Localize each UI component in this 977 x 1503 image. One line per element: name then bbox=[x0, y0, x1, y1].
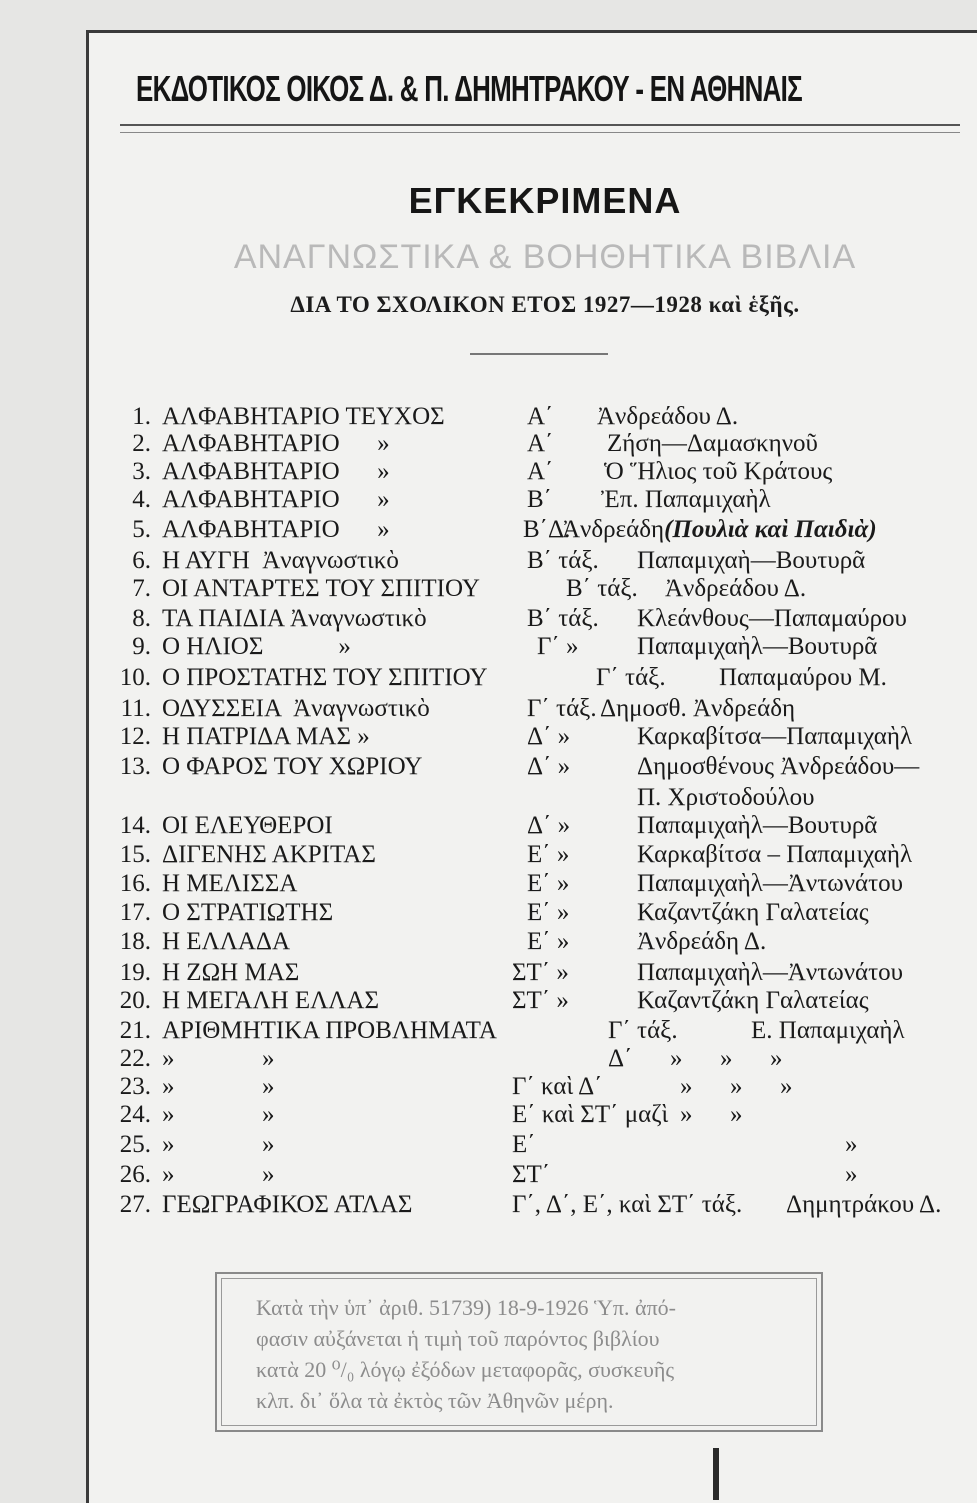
book-author bbox=[637, 840, 912, 870]
book-author-name: » » bbox=[680, 1101, 743, 1128]
book-class: Ε΄ » bbox=[527, 928, 570, 955]
book-row bbox=[0, 429, 977, 459]
book-author bbox=[600, 694, 795, 724]
book-author-name: » » » bbox=[680, 1073, 793, 1100]
book-number: 15. bbox=[119, 841, 151, 868]
book-author-name: Δημοσθένους Ἀνδρεάδου— bbox=[637, 753, 920, 780]
catalog-subtitle: ΑΝΑΓΝΩΣΤΙΚΑ & ΒΟΗΘΗΤΙΚΑ ΒΙΒΛΙΑ bbox=[233, 238, 857, 276]
book-number: 25. bbox=[119, 1131, 151, 1158]
book-author-name: Καζαντζάκη Γαλατείας bbox=[637, 899, 869, 926]
book-author-name: Παπαμιχαὴλ—Βουτυρᾶ bbox=[637, 633, 878, 660]
book-title: Η ΜΕΛΙΣΣΑ bbox=[162, 870, 298, 897]
publisher-line: ΕΚΔΟΤΙΚΟΣ ΟΙΚΟΣ Δ. & Π. ΔΗΜΗΤΡΑΚΟΥ - ΕΝ ΑΘΗΝΑΙΣ bbox=[136, 68, 802, 109]
book-author-name: Ἀνδρεάδου Δ. bbox=[665, 575, 807, 602]
book-title: Ο ΠΡΟΣΤΑΤΗΣ ΤΟΥ ΣΠΙΤΙΟΥ bbox=[162, 664, 488, 691]
notice-line: φασιν αὐξάνεται ἡ τιμὴ τοῦ παρόντος βιβλίου bbox=[256, 1326, 660, 1351]
book-class: Γ΄ τάξ. bbox=[596, 664, 666, 691]
book-row bbox=[0, 840, 977, 870]
book-row bbox=[0, 1016, 977, 1046]
book-author bbox=[597, 402, 738, 432]
book-author-name: Κλεάνθους—Παπαμαύρου bbox=[637, 605, 907, 632]
book-title: Η ΖΩΗ ΜΑΣ bbox=[162, 959, 300, 986]
book-title: ΓΕΩΓΡΑΦΙΚΟΣ ΑΤΛΑΣ bbox=[162, 1191, 413, 1218]
book-author bbox=[845, 1160, 858, 1190]
book-author bbox=[637, 898, 869, 928]
book-class: Ε΄ » bbox=[527, 870, 570, 897]
book-author bbox=[680, 1100, 743, 1130]
book-author-name: Δημητράκου Δ. bbox=[786, 1191, 942, 1218]
book-number: 7. bbox=[132, 575, 151, 602]
book-author bbox=[670, 1044, 783, 1074]
book-author bbox=[637, 752, 919, 782]
book-row bbox=[0, 694, 977, 724]
book-author-name: Καρκαβίτσα—Παπαμιχαὴλ bbox=[637, 723, 913, 750]
book-author-name: Παπαμιχαὴ—Βουτυρᾶ bbox=[637, 547, 866, 574]
book-title: Η ΕΛΛΑΔΑ bbox=[162, 928, 291, 955]
book-row bbox=[0, 457, 977, 487]
book-row bbox=[0, 485, 977, 515]
book-row bbox=[0, 1160, 977, 1190]
book-class: Ε΄ bbox=[512, 1131, 536, 1158]
book-author bbox=[637, 783, 815, 813]
book-class: Δ΄ » bbox=[527, 753, 571, 780]
book-author-name: Ε. Παπαμιχαὴλ bbox=[751, 1017, 905, 1044]
book-number: 26. bbox=[119, 1161, 151, 1188]
book-author bbox=[637, 604, 907, 634]
book-author-name: Ζήση—Δαμασκηνοῦ bbox=[607, 430, 818, 457]
book-author-name: Παπαμαύρου Μ. bbox=[719, 664, 887, 691]
book-title: ΑΛΦΑΒΗΤΑΡΙΟ » bbox=[162, 430, 390, 457]
book-author-name: Παπαμιχαὴλ—Ἀντωνάτου bbox=[637, 870, 904, 897]
book-author bbox=[637, 958, 903, 988]
book-number: 11. bbox=[120, 695, 151, 722]
book-number: 5. bbox=[132, 516, 151, 543]
book-title: Η ΑΥΓΗ Ἀναγνωστικὸ bbox=[162, 547, 399, 574]
book-title: Ο ΦΑΡΟΣ ΤΟΥ ΧΩΡΙΟΥ bbox=[162, 753, 423, 780]
book-author bbox=[665, 574, 806, 604]
book-title: Η ΜΕΓΑΛΗ ΕΛΛΑΣ bbox=[162, 987, 380, 1014]
book-author-name: Ἀνδρεάδη bbox=[562, 516, 665, 543]
book-author bbox=[719, 663, 887, 693]
book-class: Ε΄ καὶ ΣΤ΄ μαζὶ bbox=[512, 1101, 669, 1128]
book-number: 13. bbox=[119, 753, 151, 780]
book-author-name: » bbox=[845, 1161, 858, 1188]
book-author bbox=[845, 1130, 858, 1160]
book-number: 2. bbox=[132, 430, 151, 457]
book-row bbox=[0, 869, 977, 899]
book-class: Ε΄ » bbox=[527, 899, 570, 926]
book-row bbox=[0, 1190, 977, 1220]
notice-line: κατὰ 20 ⁰/₀ λόγῳ ἐξόδων μεταφορᾶς, συσκευῆς bbox=[256, 1357, 675, 1382]
catalog-title: ΕΓΚΕΚΡΙΜΕΝΑ bbox=[408, 180, 682, 221]
book-title: ΤΑ ΠΑΙΔΙΑ Ἀναγνωστικὸ bbox=[162, 605, 427, 632]
book-number: 22. bbox=[119, 1045, 151, 1072]
book-title: ΑΛΦΑΒΗΤΑΡΙΟ » bbox=[162, 486, 390, 513]
book-author bbox=[604, 457, 832, 487]
book-class: Α΄ bbox=[527, 430, 554, 457]
book-class: Β΄ τάξ. bbox=[527, 605, 599, 632]
book-author bbox=[637, 986, 869, 1016]
book-number: 12. bbox=[119, 723, 151, 750]
book-class: Α΄ bbox=[527, 403, 554, 430]
book-class: ΣΤ΄ » bbox=[512, 959, 569, 986]
book-number: 23. bbox=[119, 1073, 151, 1100]
book-title: Η ΠΑΤΡΙΔΑ ΜΑΣ » bbox=[162, 723, 370, 750]
book-title: ΑΛΦΑΒΗΤΑΡΙΟ » bbox=[162, 458, 390, 485]
book-author-name: Π. Χριστοδούλου bbox=[637, 784, 815, 811]
book-class: Β΄ bbox=[527, 486, 552, 513]
book-author-name: » bbox=[845, 1131, 858, 1158]
book-class: Δ΄ » bbox=[527, 812, 571, 839]
book-author bbox=[601, 485, 771, 515]
book-title: » » bbox=[162, 1073, 275, 1100]
book-class: ΣΤ΄ bbox=[512, 1161, 551, 1188]
book-title: ΟΙ ΕΛΕΥΘΕΡΟΙ bbox=[162, 812, 333, 839]
book-author-name: Παπαμιχαὴλ—Ἀντωνάτου bbox=[637, 959, 904, 986]
book-author bbox=[637, 811, 877, 841]
book-author-name: Ὁ Ἥλιος τοῦ Κράτους bbox=[604, 458, 833, 485]
book-title: » » bbox=[162, 1131, 275, 1158]
book-class: Α΄ bbox=[527, 458, 554, 485]
book-author bbox=[751, 1016, 905, 1046]
book-row bbox=[0, 515, 977, 545]
book-row bbox=[0, 958, 977, 988]
book-class: Ε΄ » bbox=[527, 841, 570, 868]
book-author-name: Ἀνδρεάδη Δ. bbox=[637, 928, 767, 955]
book-class: ΣΤ΄ » bbox=[512, 987, 569, 1014]
book-number: 8. bbox=[132, 605, 151, 632]
short-divider bbox=[470, 353, 608, 355]
book-number: 4. bbox=[132, 486, 151, 513]
ink-stain bbox=[713, 1448, 719, 1500]
book-number: 10. bbox=[119, 664, 151, 691]
book-number: 14. bbox=[119, 812, 151, 839]
book-class: Δ΄ » bbox=[527, 723, 571, 750]
book-number: 18. bbox=[119, 928, 151, 955]
book-author-name: Ἀνδρεάδου Δ. bbox=[597, 403, 739, 430]
book-class: Γ΄ καὶ Δ΄ bbox=[512, 1073, 603, 1100]
book-row bbox=[0, 604, 977, 634]
book-author bbox=[680, 1072, 793, 1102]
book-author-name: Ἐπ. Παπαμιχαὴλ bbox=[601, 486, 771, 513]
book-row bbox=[0, 986, 977, 1016]
book-row bbox=[0, 752, 977, 782]
school-year-line: ΔΙΑ ΤΟ ΣΧΟΛΙΚΟΝ ΕΤΟΣ 1927—1928 καὶ ἑξῆς. bbox=[290, 292, 800, 317]
book-row bbox=[0, 1044, 977, 1074]
book-number: 27. bbox=[119, 1191, 151, 1218]
book-row bbox=[0, 546, 977, 576]
book-row bbox=[0, 402, 977, 432]
book-title: » » bbox=[162, 1101, 275, 1128]
book-author bbox=[562, 515, 877, 545]
book-class: Γ΄ » bbox=[537, 633, 579, 660]
book-title: ΟΙ ΑΝΤΑΡΤΕΣ ΤΟΥ ΣΠΙΤΙΟΥ bbox=[162, 575, 480, 602]
book-row bbox=[0, 783, 977, 813]
book-row bbox=[0, 811, 977, 841]
book-title: Ο ΗΛΙΟΣ » bbox=[162, 633, 351, 660]
book-author bbox=[637, 869, 903, 899]
book-number: 6. bbox=[132, 547, 151, 574]
book-number: 20. bbox=[119, 987, 151, 1014]
book-class: Δ΄ bbox=[608, 1045, 633, 1072]
book-author-name: Δημοσθ. Ἀνδρεάδη bbox=[600, 695, 796, 722]
book-author-name: Καρκαβίτσα – Παπαμιχαὴλ bbox=[637, 841, 913, 868]
book-class: Β΄ τάξ. bbox=[566, 575, 638, 602]
header-rule bbox=[120, 124, 960, 133]
book-row bbox=[0, 898, 977, 928]
book-number: 1. bbox=[132, 403, 151, 430]
book-number: 17. bbox=[119, 899, 151, 926]
book-title: ΟΔΥΣΣΕΙΑ Ἀναγνωστικὸ bbox=[162, 695, 430, 722]
book-title: ΑΡΙΘΜΗΤΙΚΑ ΠΡΟΒΛΗΜΑΤΑ bbox=[162, 1017, 497, 1044]
price-notice bbox=[256, 1292, 836, 1416]
book-number: 3. bbox=[132, 458, 151, 485]
book-author bbox=[637, 927, 766, 957]
book-author bbox=[637, 632, 877, 662]
book-author bbox=[637, 722, 912, 752]
book-title: ΔΙΓΕΝΗΣ ΑΚΡΙΤΑΣ bbox=[162, 841, 376, 868]
book-number: 19. bbox=[119, 959, 151, 986]
book-class: Γ΄, Δ΄, Ε΄, καὶ ΣΤ΄ τάξ. bbox=[512, 1191, 743, 1218]
book-author bbox=[607, 429, 818, 459]
notice-line: Κατὰ τὴν ὑπ᾽ ἀριθ. 51739) 18-9-1926 Ὑπ. ἀπό- bbox=[256, 1295, 676, 1320]
book-title: ΑΛΦΑΒΗΤΑΡΙΟ » bbox=[162, 516, 390, 543]
book-row bbox=[0, 632, 977, 662]
book-number: 24. bbox=[119, 1101, 151, 1128]
book-author bbox=[637, 546, 865, 576]
book-row bbox=[0, 1100, 977, 1130]
book-row bbox=[0, 927, 977, 957]
book-row bbox=[0, 1130, 977, 1160]
book-title: » » bbox=[162, 1045, 275, 1072]
book-row bbox=[0, 574, 977, 604]
book-title: ΑΛΦΑΒΗΤΑΡΙΟ ΤΕΥΧΟΣ bbox=[162, 403, 445, 430]
notice-line: κλπ. δι᾽ ὅλα τὰ ἐκτὸς τῶν Ἀθηνῶν μέρη. bbox=[256, 1388, 614, 1413]
book-number: 16. bbox=[119, 870, 151, 897]
book-author bbox=[786, 1190, 941, 1220]
book-author-name: » » » bbox=[670, 1045, 783, 1072]
book-class: Β΄Δ. bbox=[523, 516, 571, 543]
book-author-name: Καζαντζάκη Γαλατείας bbox=[637, 987, 869, 1014]
book-author-name: Παπαμιχαὴλ—Βουτυρᾶ bbox=[637, 812, 878, 839]
book-number: 21. bbox=[119, 1017, 151, 1044]
book-class: Γ΄ τάξ. bbox=[527, 695, 597, 722]
book-row bbox=[0, 1072, 977, 1102]
book-title: Ο ΣΤΡΑΤΙΩΤΗΣ bbox=[162, 899, 334, 926]
book-class: Β΄ τάξ. bbox=[527, 547, 599, 574]
book-class: Γ΄ τάξ. bbox=[608, 1017, 678, 1044]
book-row bbox=[0, 663, 977, 693]
book-author-extra: (Πουλιὰ καὶ Παιδιὰ) bbox=[664, 516, 877, 543]
book-row bbox=[0, 722, 977, 752]
book-title: » » bbox=[162, 1161, 275, 1188]
book-number: 9. bbox=[132, 633, 151, 660]
